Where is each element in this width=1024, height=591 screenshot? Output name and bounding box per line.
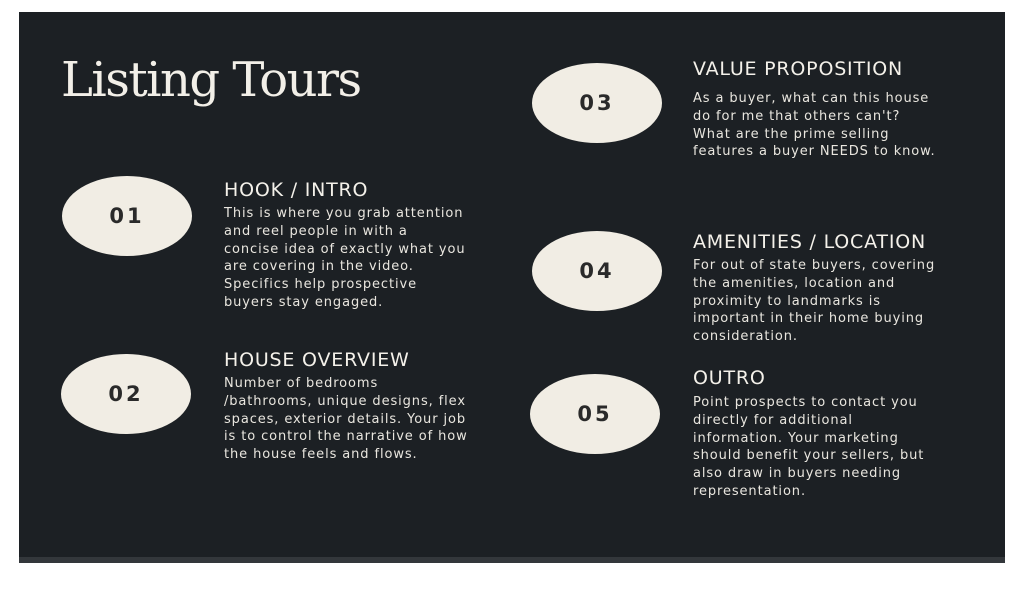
step-number-badge: 05 [530,374,660,454]
step-heading: VALUE PROPOSITION [693,58,904,80]
step-description: For out of state buyers, covering the amenities, location and proximity to landmarks is important in their home buying consideration. [693,258,936,345]
slide-bottom-edge [19,557,1005,563]
step-description: Point prospects to contact you directly for additional information. Your marketing should benefit your sellers, but also draw in buyers needing representation. [693,395,925,499]
slide-title: Listing Tours [61,52,361,108]
step-description: This is where you grab attention and reel people in with a concise idea of exactly what you are covering in the video. Specifics help prospective buyers stay engaged. [224,206,466,310]
step-description: As a buyer, what can this house do for me that others can't? What are the prime selling features a buyer NEEDS to know. [693,91,936,160]
step-heading: OUTRO [693,367,766,389]
step-description: Number of bedrooms /bathrooms, unique designs, flex spaces, exterior details. Your job is to control the narrative of how the house feels and flows. [224,376,468,463]
step-heading: AMENITIES / LOCATION [693,231,926,253]
step-number-badge: 01 [62,176,192,256]
slide [19,12,1005,557]
step-heading: HOOK / INTRO [224,179,369,201]
step-number-badge: 03 [532,63,662,143]
step-heading: HOUSE OVERVIEW [224,349,410,371]
step-number-badge: 04 [532,231,662,311]
step-number-badge: 02 [61,354,191,434]
